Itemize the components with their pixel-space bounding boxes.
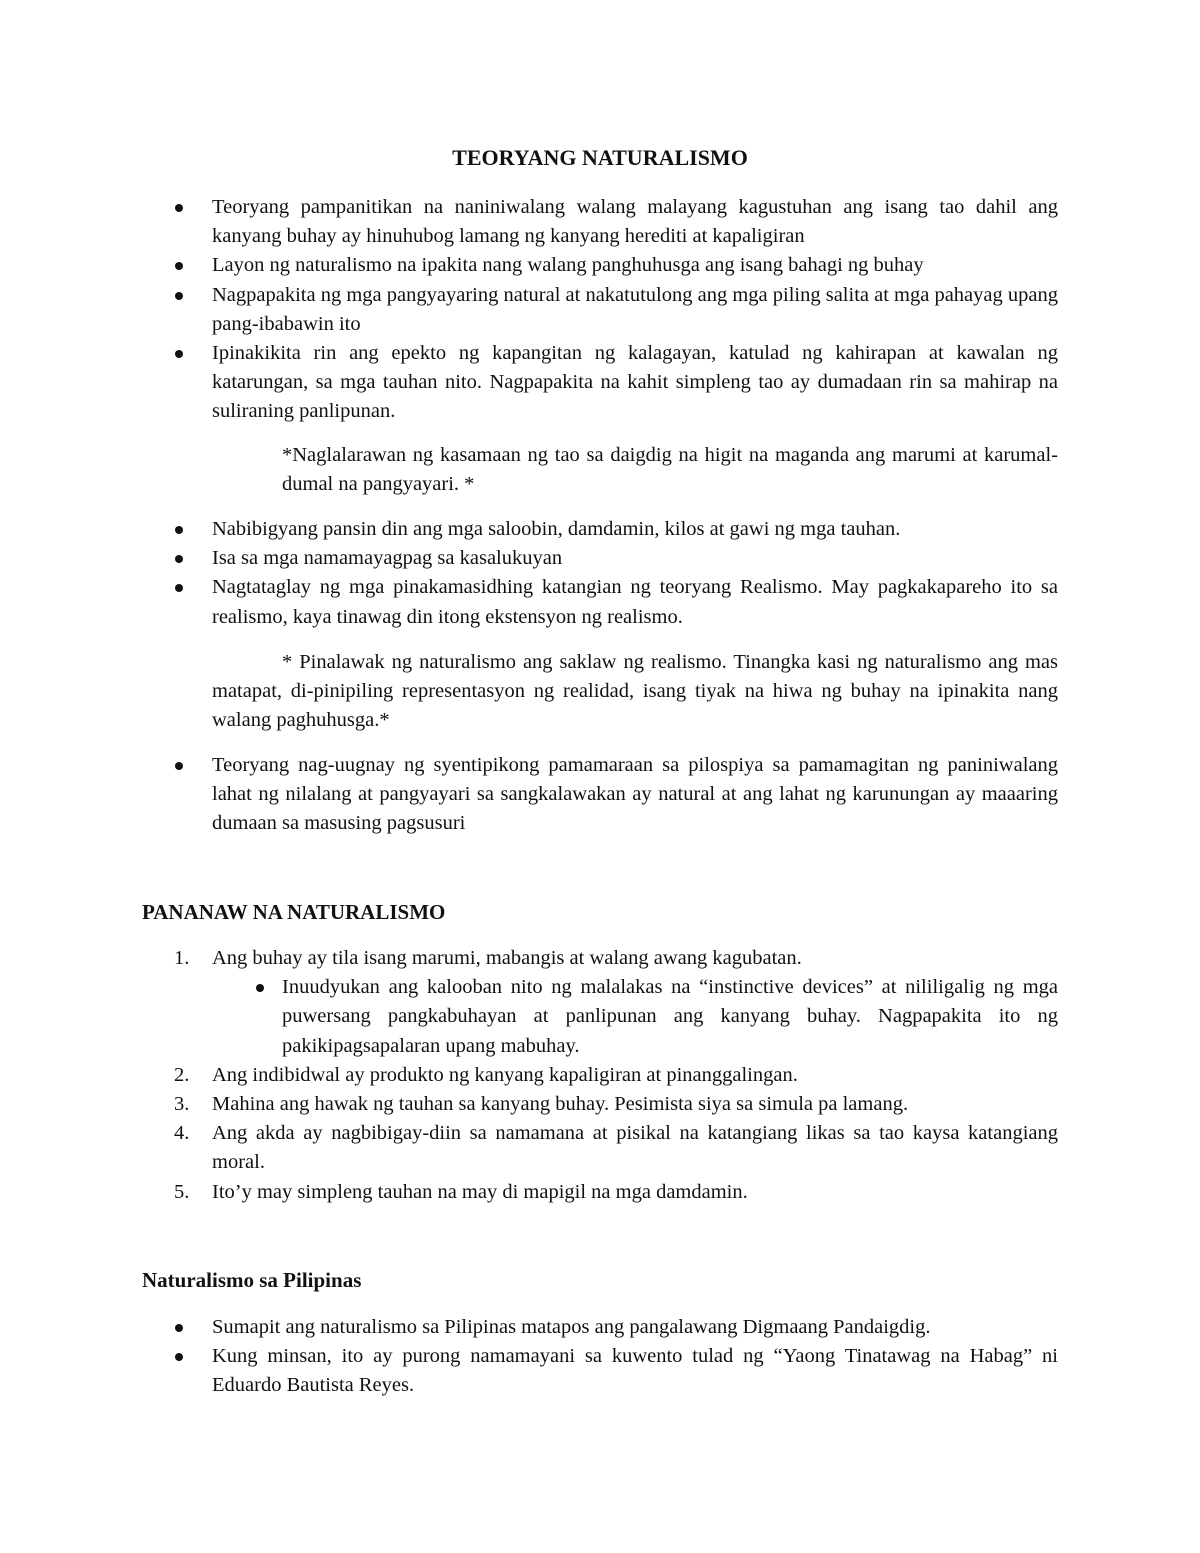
list-item: Nagtataglay ng mga pinakamasidhing katangian ng teoryang Realismo. May pagkakapareho ito sa realismo, kaya tinawag din itong ekstensyon ng realismo. (142, 573, 1058, 631)
bullet-icon (175, 762, 183, 770)
bullet-icon (175, 1324, 183, 1332)
note-kasamaan: *Naglalarawan ng kasamaan ng tao sa daigdig na higit na maganda ang marumi at karumal-dumal na pangyayari. * (282, 444, 1058, 496)
section-heading-pilipinas: Naturalismo sa Pilipinas (142, 1268, 362, 1292)
list-item: Isa sa mga namamayagpag sa kasalukuyan (142, 544, 1058, 573)
pananaw-numbered-list (142, 944, 1058, 1207)
list-item: Layon ng naturalismo na ipakita nang walang panghuhusga ang isang bahagi ng buhay (142, 251, 1058, 280)
naturalismo-bullets-b (142, 515, 1058, 632)
bullet-icon (175, 204, 183, 212)
list-item: 2. Ang indibidwal ay produkto ng kanyang kapaligiran at pinanggalingan. (174, 1063, 798, 1086)
pilipinas-bullets (142, 1313, 1058, 1401)
section-heading-pananaw: PANANAW NA NATURALISMO (142, 900, 446, 924)
bullet-icon (175, 1353, 183, 1361)
note-pinalawak: * Pinalawak ng naturalismo ang saklaw ng realismo. Tinangka kasi ng naturalismo ang mas matapat, di-pinipiling representasyon ng realidad, isang tiyak na hiwa ng buhay na ipinakita nang walang paghuhusga.* (212, 651, 1058, 732)
bullet-icon (175, 555, 183, 563)
bullet-icon (175, 262, 183, 270)
sub-list-item: Inuudyukan ang kalooban nito ng malalakas na “instinctive devices” at nililigalig ng mga puwersang pangkabuhayan at panlipunan ang kanyang buhay. Nagpapakita ito ng pakikipagsapalaran upang mabuhay. (212, 973, 1058, 1061)
naturalismo-bullets-c (142, 751, 1058, 839)
list-item: Kung minsan, ito ay purong namamayani sa kuwento tulad ng “Yaong Tinatawag na Habag” ni Eduardo Bautista Reyes. (142, 1342, 1058, 1400)
document-title: TEORYANG NATURALISMO (452, 145, 748, 170)
list-item: Nagpapakita ng mga pangyayaring natural at nakatutulong ang mga piling salita at mga pahayag upang pang-ibabawin ito (142, 281, 1058, 339)
naturalismo-bullets-a (142, 193, 1058, 427)
list-item: Sumapit ang naturalismo sa Pilipinas matapos ang pangalawang Digmaang Pandaigdig. (142, 1313, 1058, 1342)
list-item: 4. Ang akda ay nagbibigay-diin sa namamana at pisikal na katangiang likas sa tao kaysa katangiang moral. (174, 1122, 1058, 1174)
list-item: Teoryang nag-uugnay ng syentipikong pamamaraan sa pilospiya sa pamamagitan ng paniniwalang lahat ng nilalang at pangyayari sa sangkalawakan ay natural at ang lahat ng karunungan ay maaaring dumaan sa masusing pagsusuri (142, 751, 1058, 839)
bullet-icon (175, 526, 183, 534)
list-item: 3. Mahina ang hawak ng tauhan sa kanyang buhay. Pesimista siya sa simula pa lamang. (174, 1093, 909, 1116)
list-item: Ipinakikita rin ang epekto ng kapangitan ng kalagayan, katulad ng kahirapan at kawalan ng katarungan, sa mga tauhan nito. Nagpapakita na kahit simpleng tao ay dumadaan rin sa mahirap na suliraning panlipunan. (142, 339, 1058, 427)
bullet-icon (175, 350, 183, 358)
list-item: 5. Ito’y may simpleng tauhan na may di mapigil na mga damdamin. (174, 1180, 748, 1203)
list-item: Nabibigyang pansin din ang mga saloobin, damdamin, kilos at gawi ng mga tauhan. (142, 515, 1058, 544)
bullet-icon (256, 984, 264, 992)
list-item: Teoryang pampanitikan na naniniwalang walang malayang kagustuhan ang isang tao dahil ang kanyang buhay ay hinuhubog lamang ng kanyang herediti at kapaligiran (142, 193, 1058, 251)
bullet-icon (175, 292, 183, 300)
list-item: 1. Ang buhay ay tila isang marumi, mabangis at walang awang kagubatan. Inuudyukan ang kalooban nito ng malalakas na “instinctive devices” at nililigalig ng mga puwersang pangkabuhayan at panlipunan ang kanyang buhay. Nagpapakita ito ng pakikipagsapalaran upang mabuhay. (142, 944, 1058, 1061)
bullet-icon (175, 584, 183, 592)
